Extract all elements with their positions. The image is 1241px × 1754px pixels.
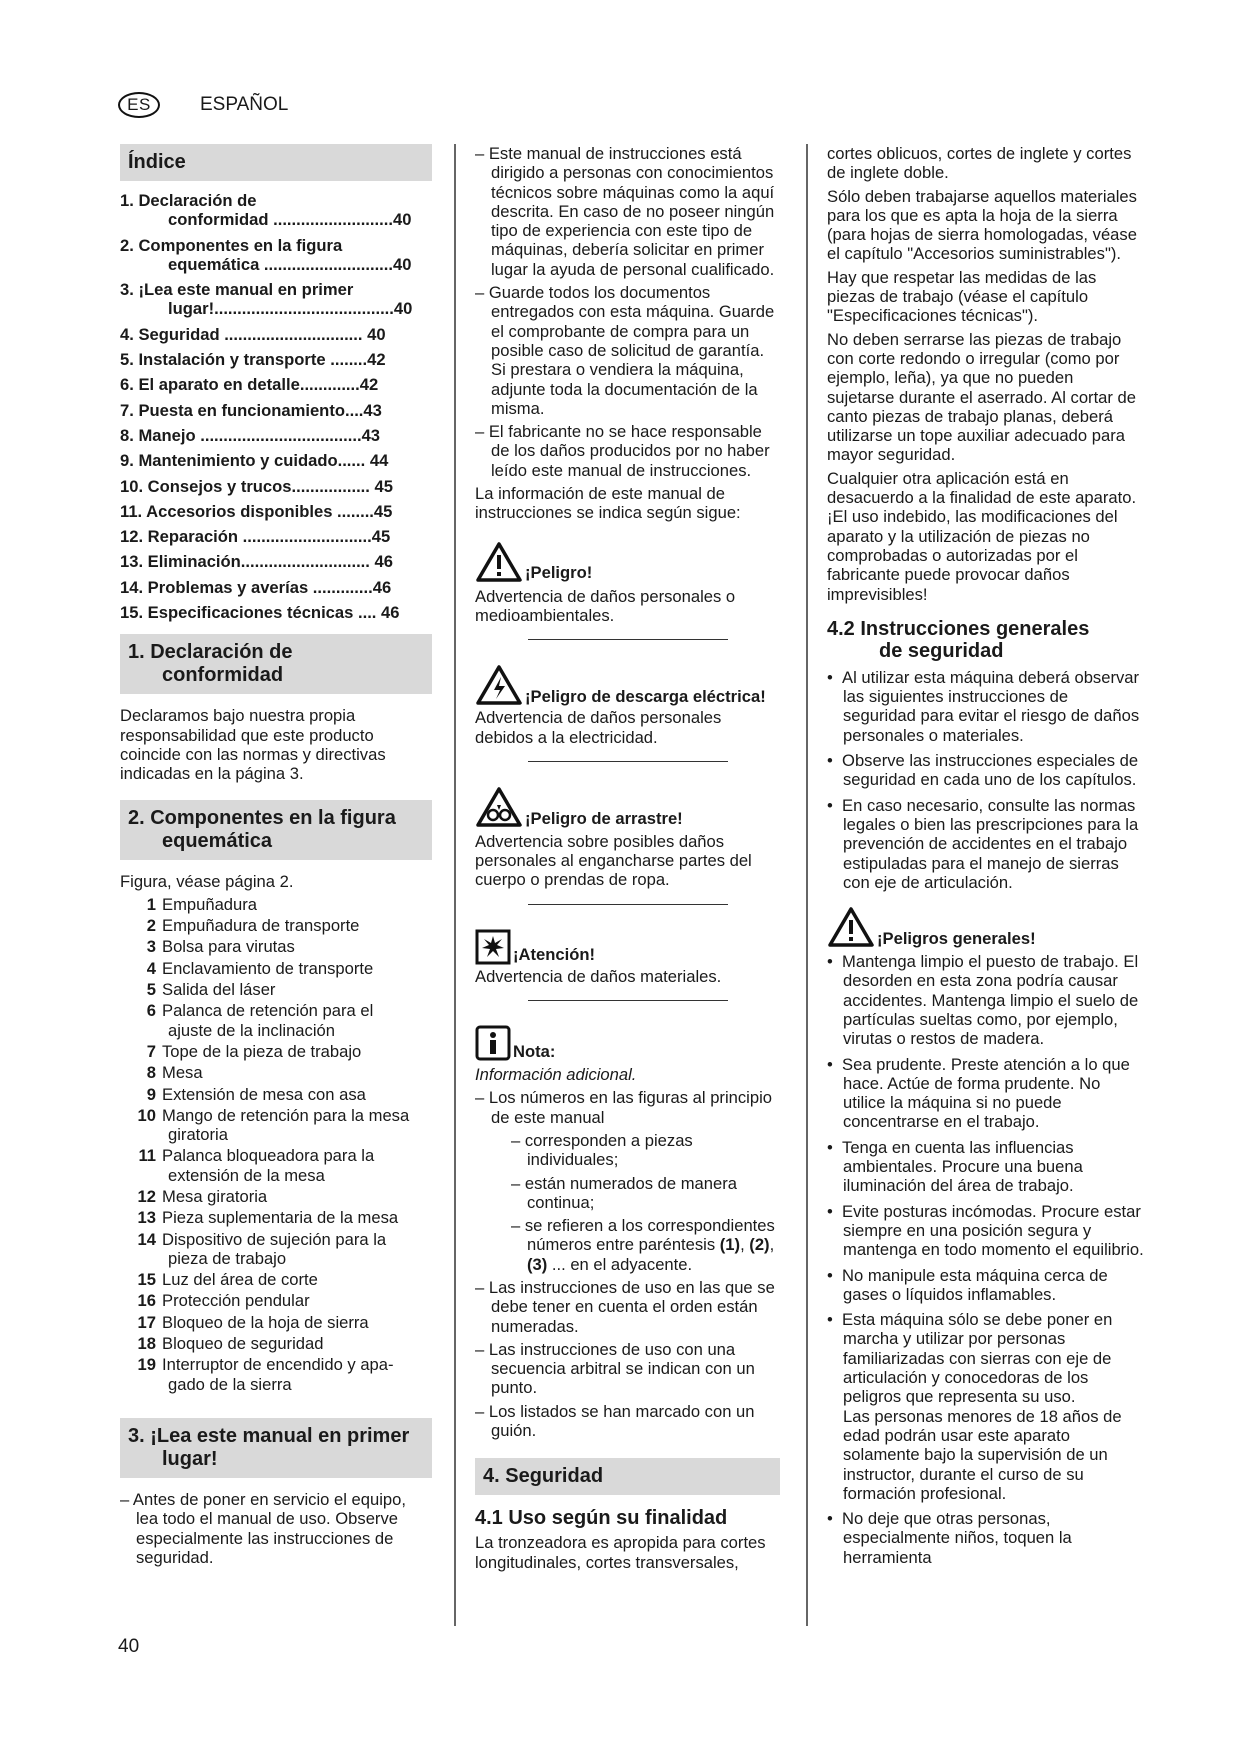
bullet-item: • Al utilizar esta máquina deberá observar las siguientes instrucciones de seguridad para evitar el riesgo de daños personales o materiales. [827,667,1140,745]
component-item: 4 Enclavamiento de transporte [146,958,374,978]
dash-item: – Los listados se han marcado con un guión. [475,1401,755,1441]
material-damage-icon [475,929,511,965]
toc-entry[interactable]: 5. Instalación y transporte ........42 [120,350,386,370]
warning-triangle-icon [475,541,523,583]
general-dangers-list [827,952,1145,1567]
component-item: 6 Palanca de retención para el ajuste de la inclinación [146,1001,374,1040]
section-4-1-heading: 4.1 Uso según su finalidad [475,1507,728,1530]
section-2-heading: 2. Componentes en la figura equemática [120,800,432,860]
paragraph: Cualquier otra aplicación está en desacuerdo a la finalidad de este aparato. ¡El uso indebido, las modificaciones del aparato y la utilización de piezas no comprobadas o autorizadas por el fabricante puede provocar daños imprevisibles! [827,468,1137,604]
note-title: Nota: [475,1025,780,1061]
language-code-badge: ES [118,92,160,118]
toc-entry[interactable]: 8. Manejo ...................................43 [120,425,381,445]
entanglement-notice-text: Advertencia sobre posibles daños personales al engancharse partes del cuerpo o prendas de ropa. [475,831,752,890]
dash-item: – Las instrucciones de uso con una secuencia arbitral se indican con un punto. [475,1339,755,1398]
column-divider [454,144,456,1626]
toc-entry[interactable]: 15. Especificaciones técnicas .... 46 [120,603,400,623]
toc-entry[interactable]: 3. ¡Lea este manual en primer lugar!.......................................40 [120,280,413,319]
component-item: 1 Empuñadura [146,894,258,914]
section-2-intro: Figura, véase página 2. [120,871,294,891]
bullet-item: • Esta máquina sólo se debe poner en marcha y utilizar por personas familiarizadas con sierras con eje de articulación y conocedoras de los peligros que representa su uso. [827,1310,1113,1407]
section-4-1-text: La tronzeadora es apropida para cortes longitudinales, cortes transversales, [475,1533,766,1572]
section-1-heading: 1. Declaración de conformidad [120,634,432,694]
separator-line [528,639,728,640]
component-item: 16 Protección pendular [137,1291,310,1311]
toc-entry[interactable]: 4. Seguridad .............................. 40 [120,324,386,344]
dash-item: – Los números en las figuras al principio de este manual [475,1088,773,1127]
section-4-heading: 4. Seguridad [475,1458,780,1495]
electric-notice-title: ¡Peligro de descarga eléctrica! [475,664,780,706]
section-1-text: Declaramos bajo nuestra propia responsabilidad que este producto coincide con las normas y directivas indicadas en la página 3. [120,706,386,784]
component-item: 17 Bloqueo de la hoja de sierra [137,1312,369,1332]
component-item: 10 Mango de retención para la mesa giratoria [137,1105,410,1145]
toc-entry[interactable]: 6. El aparato en detalle.............42 [120,375,379,395]
component-item: 18 Bloqueo de seguridad [137,1334,324,1354]
component-item: 3 Bolsa para virutas [146,937,295,957]
dash-subitem: – corresponden a piezas individuales; [511,1130,693,1170]
language-header [118,92,288,118]
toc-entry[interactable]: 14. Problemas y averías .............46 [120,577,392,597]
bullet-item: • Sea prudente. Preste atención a lo que hace. Actúe de forma prudente. No utilice la máquina si no puede concentrarse en el trabajo. [827,1054,1130,1132]
component-item: 15 Luz del área de corte [137,1270,318,1290]
bullet-item: • Evite posturas incómodas. Procure estar siempre en una posición segura y mantenga en todo momento el equilibrio. [827,1201,1144,1260]
entanglement-hazard-icon [475,786,523,828]
component-item: 5 Salida del láser [146,980,276,1000]
note-text: Información adicional. [475,1065,637,1085]
paragraph: Sólo deben trabajarse aquellos materiales para los que es apta la hoja de la sierra (para hojas de sierra homologadas, véase el capítulo "Accesorios suministrables"). [827,186,1137,264]
toc-entry[interactable]: 12. Reparación ............................45 [120,527,391,547]
separator-line [528,1000,728,1001]
bullet-item: • No deje que otras personas, especialmente niños, toquen la herramienta [827,1509,1072,1567]
components-list [120,895,432,1394]
toc-entry[interactable]: 13. Eliminación............................ 46 [120,552,393,572]
separator-line [528,904,728,905]
bullet-item: • Mantenga limpio el puesto de trabajo. El desorden en esta zona podría causar accidentes. Mantenga limpio el suelo de partículas sueltas como, por ejemplo, virutas o restos de madera. [827,952,1139,1049]
danger-notice-text: Advertencia de daños personales o medioambientales. [475,586,736,625]
dash-subitem: – están numerados de manera continua; [511,1173,738,1212]
info-icon [475,1025,511,1061]
section-3-heading: 3. ¡Lea este manual en primer lugar! [120,1418,432,1478]
toc-entry[interactable]: 10. Consejos y trucos................. 45 [120,476,393,496]
section-4-2-heading: 4.2 Instrucciones generales de seguridad [827,617,1090,662]
toc-entry[interactable]: 2. Componentes en la figura equemática ............................40 [120,235,412,274]
attention-notice-text: Advertencia de daños materiales. [475,966,722,986]
dash-item: – Guarde todos los documentos entregados con esta máquina. Guarde el comprobante de compra para un posible caso de solicitud de garantía. Si prestara o vendiera la máquina, adjunte toda la documentación de la misma. [475,283,775,418]
warning-triangle-icon [827,906,875,948]
paragraph: Hay que respetar las medidas de las piezas de trabajo (véase el capítulo "Especificaciones técnicas"). [827,267,1097,326]
index-heading: Índice [120,144,432,181]
component-item: 9 Extensión de mesa con asa [146,1084,366,1104]
component-item: 12 Mesa giratoria [137,1186,268,1206]
bullet-item: • Tenga en cuenta las influencias ambientales. Procure una buena iluminación del área de trabajo. [827,1137,1083,1196]
safety-bullet-list [827,668,1145,892]
separator-line [528,761,728,762]
toc-entry[interactable]: 9. Mantenimiento y cuidado...... 44 [120,451,389,471]
column-right [827,144,1145,1573]
toc-entry[interactable]: 11. Accesorios disponibles ........45 [120,501,393,521]
dash-item: – Este manual de instrucciones está dirigido a personas con conocimientos técnicos sobre máquinas como la aquí descrita. En caso de no poseer ningún tipo de experiencia con este tipo de máquinas, debería solicitar en primer lugar la ayuda de personal cualificado. [475,144,775,279]
attention-notice-title: ¡Atención! [475,929,780,965]
paragraph: cortes oblicuos, cortes de inglete y cortes de inglete doble. [827,144,1132,183]
dash-item: – El fabricante no se hace responsable de los daños producidos por no haber leído este manual de instrucciones. [475,422,770,480]
column-divider [806,144,808,1626]
entanglement-notice-title: ¡Peligro de arrastre! [475,786,780,828]
info-intro: La información de este manual de instrucciones se indica según sigue: [475,484,741,523]
section-3-item: – Antes de poner en servicio el equipo, lea todo el manual de uso. Observe especialmente las instrucciones de seguridad. [120,1489,406,1567]
bullet-item: • En caso necesario, consulte las normas legales o bien las prescripciones para la prevención de accidentes en el trabajo estipuladas para el manejo de sierras con eje de articulación. [827,795,1139,892]
language-label: ESPAÑOL [200,94,289,115]
table-of-contents [120,191,432,622]
component-item: 2 Empuñadura de transporte [146,916,360,936]
component-item: 13 Pieza suplementaria de la mesa [137,1208,399,1228]
component-item: 14 Dispositivo de sujeción para la pieza de trabajo [137,1229,387,1268]
bullet-item: • Observe las instrucciones especiales de seguridad en cada uno de los capítulos. [827,751,1139,790]
general-dangers-title: ¡Peligros generales! [827,906,1145,948]
column-left [120,144,432,1571]
page-number: 40 [118,1636,140,1657]
electric-hazard-icon [475,664,523,706]
component-item: 19 Interruptor de encendido y apa- gado de la sierra [137,1355,394,1394]
component-item: 8 Mesa [146,1063,203,1083]
paragraph: No deben serrarse las piezas de trabajo con corte redondo o irregular (como por ejemplo, leña), ya que no pueden sujetarse durante el aserrado. Al cortar de canto piezas de trabajo planas, deberá utilizarse un tope auxiliar adecuado para mayor seguridad. [827,329,1137,465]
bullet-item: • No manipule esta máquina cerca de gases o líquidos inflamables. [827,1265,1108,1304]
bullet-continuation: Las personas menores de 18 años de edad podrán usar este aparato solamente bajo la supervisión de un instructor, durante el curso de su formación profesional. [843,1406,1122,1503]
toc-entry[interactable]: 1. Declaración de conformidad ..........................40 [120,191,412,230]
component-item: 11 Palanca bloqueadora para la extensión de la mesa [138,1146,375,1185]
danger-notice-title: ¡Peligro! [475,541,780,583]
dash-subitem: – se refieren a los correspondientes números entre paréntesis (1), (2), (3) ... en el adyacente. [511,1216,775,1274]
electric-notice-text: Advertencia de daños personales debidos a la electricidad. [475,708,722,747]
dash-item: – Las instrucciones de uso en las que se debe tener en cuenta el orden están numeradas. [475,1277,775,1336]
column-middle [475,144,780,1572]
component-item: 7 Tope de la pieza de trabajo [146,1041,362,1061]
toc-entry[interactable]: 7. Puesta en funcionamiento....43 [120,400,382,420]
